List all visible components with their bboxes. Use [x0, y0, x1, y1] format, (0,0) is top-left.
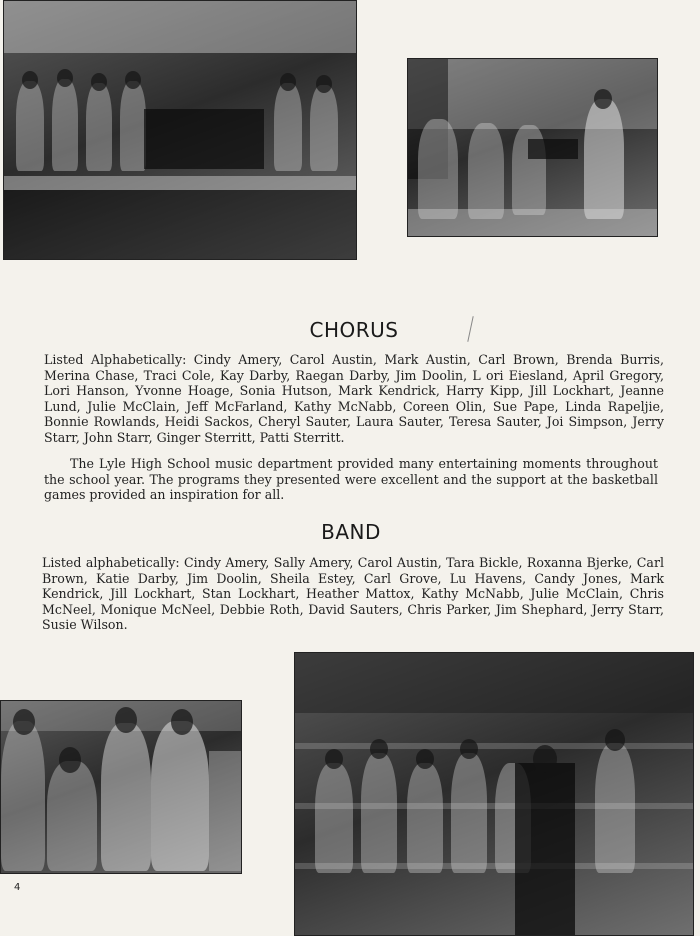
band-bleachers-photo	[294, 652, 694, 936]
band-students-photo	[0, 700, 242, 874]
page-number: 4	[14, 882, 21, 893]
band-heading: BAND	[321, 520, 381, 544]
chorus-heading: CHORUS	[309, 318, 399, 342]
music-department-description: The Lyle High School music department provided many entertaining moments throughout the school year. The programs they presented were excellent and the support at the basketball games provided an inspiration for all.	[44, 456, 658, 503]
band-member-list: Listed alphabetically: Cindy Amery, Sally Amery, Carol Austin, Tara Bickle, Roxanna Bjerke, Carl Brown, Katie Darby, Jim Doolin, Sheila Estey, Carl Grove, Lu Havens, Candy Jones, Mark Kendrick, Jill Lockhart, Stan Lockhart, Heather Mattox, Kathy McNabb, Julie McClain, Chris McNeel, Monique McNeel, Debbie Roth, David Sauters, Chris Parker, Jim Shephard, Jerry Starr, Susie Wilson.	[42, 555, 664, 633]
chorus-stage-photo	[3, 0, 357, 260]
chorus-member-list: Listed Alphabetically: Cindy Amery, Carol Austin, Mark Austin, Carl Brown, Brenda Burris, Merina Chase, Traci Cole, Kay Darby, Raegan Darby, Jim Doolin, L ori Eiesland, April Gregory, Lori Hanson, Yvonne Hoage, Sonia Hutson, Mark Kendrick, Harry Kipp, Jill Lockhart, Jeanne Lund, Julie McClain, Jeff McFarland, Kathy McNabb, Coreen Olin, Sue Pape, Linda Rapeljie, Bonnie Rowlands, Heidi Sackos, Cheryl Sauter, Laura Sauter, Teresa Sauter, Joi Simpson, Jerry Starr, John Starr, Ginger Sterritt, Patti Sterritt.	[44, 352, 664, 445]
band-rehearsal-photo	[407, 58, 658, 237]
